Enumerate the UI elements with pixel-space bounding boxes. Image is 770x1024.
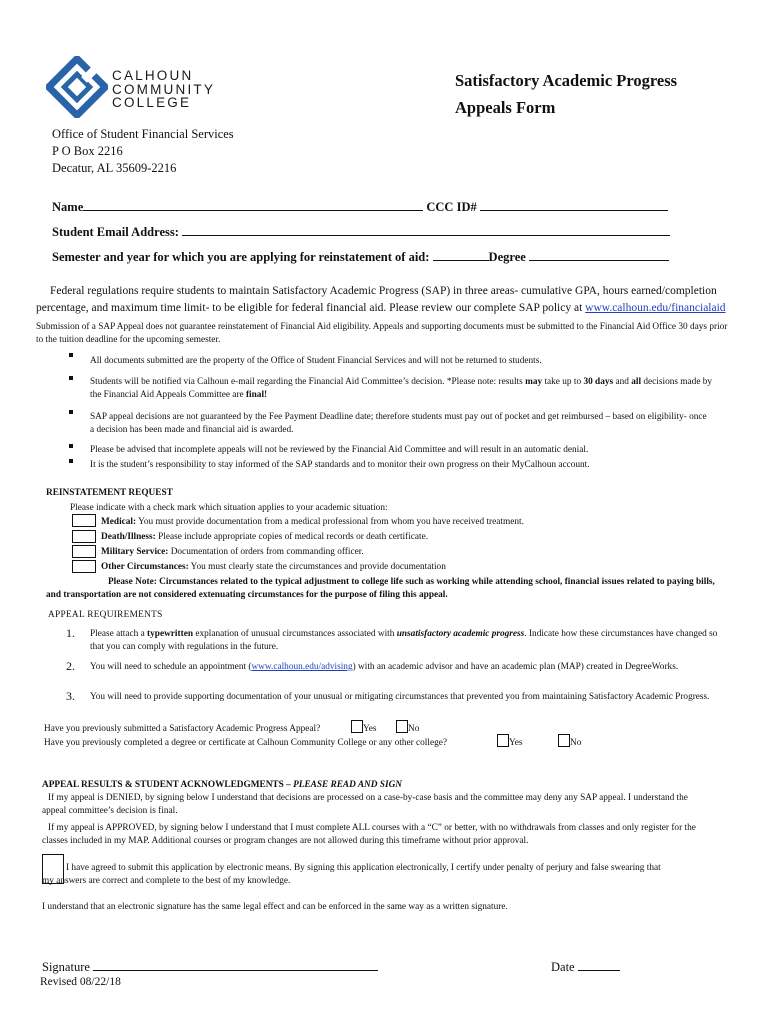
bullet-icon <box>69 353 73 357</box>
logo-emblem-icon <box>46 56 108 118</box>
bullet-3: SAP appeal decisions are not guaranteed by the Fee Payment Deadline date; therefore students must pay out of pocket and get reimbursed – based on eligibility- once a decision has been made and financial aid is awarded. <box>90 412 707 435</box>
option-death-label: Death/Illness: <box>101 532 156 542</box>
req-1-text-a: Please attach a <box>90 629 148 639</box>
semester-row <box>52 248 669 265</box>
option-military <box>101 546 364 559</box>
electronic-statement: I have agreed to submit this application by electronic means. By signing this application electronically, I certify under penalty of perjury and false swearing that my answers are correct and complete to the best of my knowledge. <box>42 863 661 886</box>
req-2-text-a: You will need to schedule an appointment ( <box>90 662 252 672</box>
submission-note: Submission of a SAP Appeal does not guarantee reinstatement of Financial Aid eligibility. Appeals and supporting documents must be submitted to the Financial Aid Office 30 days prior to the tuition deadline for the upcoming semester. <box>36 322 728 345</box>
option-other-label: Other Circumstances: <box>101 562 189 572</box>
degree-label: Degree <box>488 250 526 264</box>
logo-line-3: COLLEGE <box>112 95 192 110</box>
military-checkbox[interactable] <box>72 545 96 558</box>
bullet-4: Please be advised that incomplete appeals will not be reviewed by the Financial Aid Committee and will result in an automatic denial. <box>90 445 589 455</box>
name-field[interactable] <box>83 198 423 211</box>
req-1-text-b: explanation of unusual circumstances associated with <box>193 629 397 639</box>
address-line-1: Office of Student Financial Services <box>52 127 234 141</box>
approved-statement: If my appeal is APPROVED, by signing below I understand that I must complete ALL courses with a “C” or better, with no withdrawals from classes and only register for the classes included in my MAP. Additional courses or program changes are not allowed during this timeframe without prior approval. <box>42 823 696 846</box>
q2-no-checkbox[interactable] <box>558 734 570 747</box>
question-2: Have you previously completed a degree or certificate at Calhoun Community College or any other college? <box>44 738 447 748</box>
option-medical <box>101 516 524 529</box>
bullet-icon <box>69 444 73 448</box>
date-field[interactable] <box>578 958 620 971</box>
date-row <box>551 958 620 975</box>
signature-row <box>42 958 378 975</box>
q1-yes-label: Yes <box>363 724 377 734</box>
revision-footer: Revised 08/22/18 <box>40 976 121 988</box>
advising-link[interactable]: www.calhoun.edu/advising <box>251 662 353 672</box>
office-address <box>52 126 234 177</box>
q2-no-label: No <box>570 738 582 748</box>
q1-no-label: No <box>408 724 420 734</box>
email-label: Student Email Address: <box>52 225 179 239</box>
req-3-number: 3. <box>66 689 75 703</box>
reinstatement-heading: REINSTATEMENT REQUEST <box>46 488 173 498</box>
bullet-2-text-c: and <box>613 377 632 387</box>
req-2-text-b: ) with an academic advisor and have an academic plan (MAP) created in DegreeWorks. <box>352 662 679 672</box>
title-line-2: Appeals Form <box>455 98 556 117</box>
bullet-icon <box>69 376 73 380</box>
address-line-2: P O Box 2216 <box>52 144 123 158</box>
financial-aid-link[interactable]: www.calhoun.edu/financialaid <box>585 302 726 314</box>
intro-paragraph <box>36 283 736 317</box>
bullet-2-text-d: decisions made by the Financial Aid Appeals Committee are <box>90 377 713 400</box>
results-heading-italic: PLEASE READ AND SIGN <box>293 780 402 790</box>
please-note: Please Note: Circumstances related to the typical adjustment to college life such as working while attending school, financial issues related to paying bills, and transportation are not considered extenuating circumstances for the purpose of filing this appeal. <box>46 577 715 600</box>
option-medical-label: Medical: <box>101 517 137 527</box>
degree-field[interactable] <box>529 248 669 261</box>
title-line-1: Satisfactory Academic Progress <box>455 71 678 90</box>
results-heading-text: APPEAL RESULTS & STUDENT ACKNOWLEDGMENTS – <box>42 780 294 790</box>
bullet-2-days: 30 days <box>583 377 614 387</box>
bullet-2-all: all <box>631 377 642 387</box>
requirements-heading: APPEAL REQUIREMENTS <box>48 610 163 620</box>
email-field[interactable] <box>182 223 670 236</box>
name-label: Name <box>52 200 84 214</box>
option-military-text: Documentation of orders from commanding officer. <box>168 547 364 557</box>
bullet-2-final: final! <box>245 390 268 400</box>
form-title <box>455 67 677 121</box>
medical-checkbox[interactable] <box>72 514 96 527</box>
semester-label: Semester and year for which you are applying for reinstatement of aid: <box>52 250 430 264</box>
q1-no-checkbox[interactable] <box>396 720 408 733</box>
question-1: Have you previously submitted a Satisfactory Academic Progress Appeal? <box>44 724 321 734</box>
other-checkbox[interactable] <box>72 560 96 573</box>
q2-yes-label: Yes <box>509 738 523 748</box>
requirement-1 <box>90 628 726 654</box>
bullet-icon <box>69 410 73 414</box>
option-other <box>101 561 446 574</box>
option-medical-text: You must provide documentation from a medical professional from whom you have received treatment. <box>136 517 524 527</box>
bullet-2-text-a: Students will be notified via Calhoun e-mail regarding the Financial Aid Committee’s decision. *Please note: results <box>90 377 526 387</box>
bullet-2-text-b: take up to <box>542 377 584 387</box>
req-1-number: 1. <box>66 626 75 640</box>
name-row <box>52 198 668 215</box>
option-military-label: Military Service: <box>101 547 169 557</box>
req-1-typewritten: typewritten <box>147 629 194 639</box>
signature-label: Signature <box>42 960 90 974</box>
option-other-text: You must clearly state the circumstances and provide documentation <box>188 562 446 572</box>
denied-statement: If my appeal is DENIED, by signing below I understand that decisions are processed on a case-by-case basis and the committee may deny any SAP appeal. I understand the appeal committee’s decision is final. <box>42 793 688 816</box>
college-logo <box>46 62 256 118</box>
bullet-1: All documents submitted are the property of the Office of Student Financial Services and will not be returned to students. <box>90 356 542 366</box>
bullet-2-may: may <box>525 377 543 387</box>
req-1-text-c: . Indicate how these circumstances have changed so that you can comply with regulations in the future. <box>90 629 718 652</box>
signature-field[interactable] <box>93 958 378 971</box>
intro-text: Federal regulations require students to maintain Satisfactory Academic Progress (SAP) in three areas- cumulative GPA, hours earned/completion percentage, and maximum time limit- to be eligible for federal financial aid. Please review our complete SAP policy at <box>36 285 717 314</box>
req-1-unsatisfactory: unsatisfactory academic progress <box>396 629 525 639</box>
ccc-id-field[interactable] <box>480 198 668 211</box>
address-line-3: Decatur, AL 35609-2216 <box>52 161 177 175</box>
q2-yes-checkbox[interactable] <box>497 734 509 747</box>
bullet-icon <box>69 459 73 463</box>
reinstatement-instruction: Please indicate with a check mark which situation applies to your academic situation: <box>70 503 388 513</box>
logo-line-1: CALHOUN <box>112 68 194 83</box>
option-death-text: Please include appropriate copies of medical records or death certificate. <box>155 532 429 542</box>
results-heading <box>42 779 402 792</box>
email-row <box>52 223 670 240</box>
bullet-2 <box>90 376 720 402</box>
date-label: Date <box>551 960 575 974</box>
death-illness-checkbox[interactable] <box>72 530 96 543</box>
bullet-5: It is the student’s responsibility to stay informed of the SAP standards and to monitor their own progress on their MyCalhoun account. <box>90 460 590 470</box>
semester-field[interactable] <box>433 248 489 261</box>
requirement-2 <box>90 661 690 674</box>
requirement-3: You will need to provide supporting documentation of your unusual or mitigating circumstances that prevented you from maintaining Satisfactory Academic Progress. <box>90 692 710 702</box>
option-death-illness <box>101 531 428 544</box>
req-2-number: 2. <box>66 659 75 673</box>
legal-statement: I understand that an electronic signature has the same legal effect and can be enforced in the same way as a written signature. <box>42 902 508 912</box>
q1-yes-checkbox[interactable] <box>351 720 363 733</box>
ccc-id-label: CCC ID# <box>426 200 477 214</box>
logo-line-2: COMMUNITY <box>112 81 216 97</box>
logo-wordmark <box>112 69 215 110</box>
